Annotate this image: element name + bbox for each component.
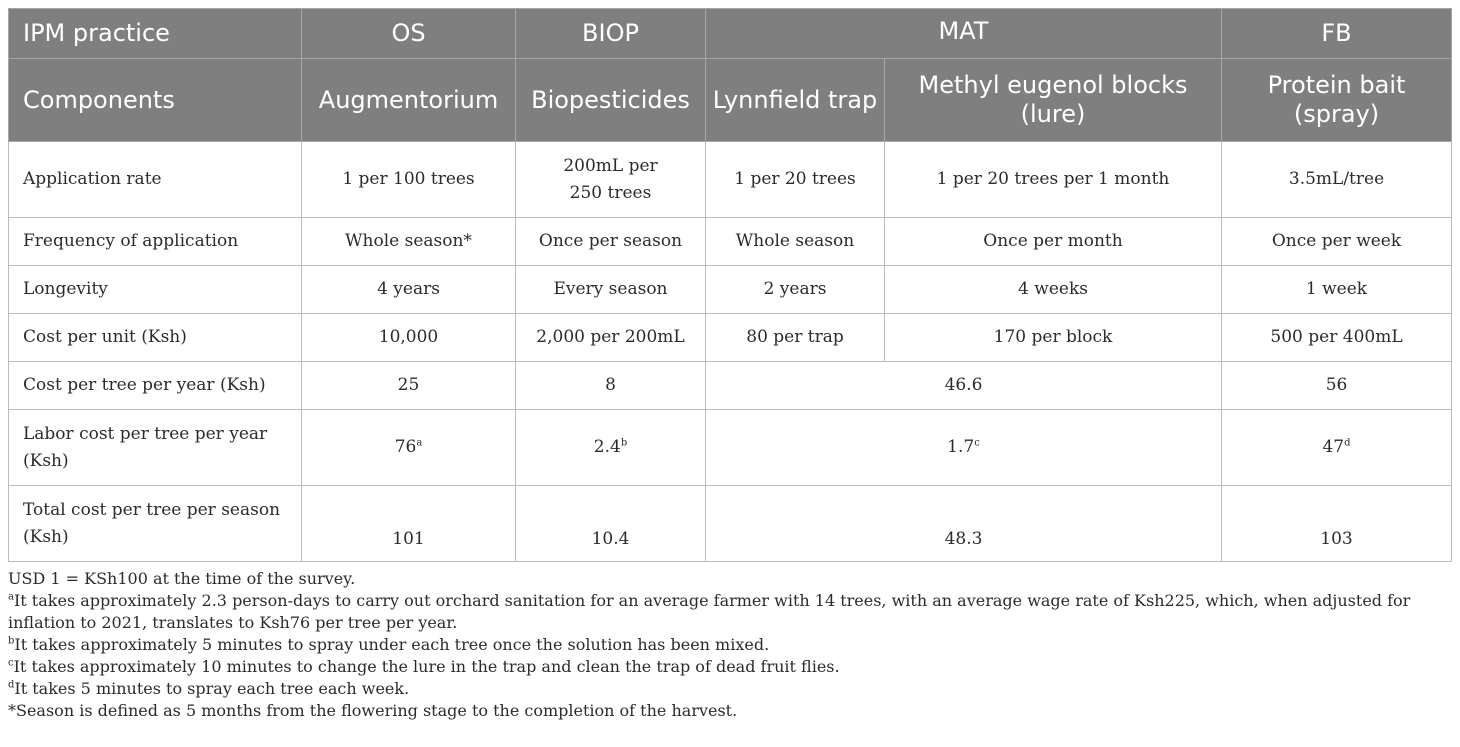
cell-biop: 2,000 per 200mL	[516, 314, 706, 362]
footnote-mark: d	[1344, 437, 1351, 449]
cell-fb: 500 per 400mL	[1222, 314, 1452, 362]
footnote-mark: c	[974, 437, 980, 449]
cell-os: 1 per 100 trees	[302, 142, 516, 218]
cell-biop: 200mL per 250 trees	[516, 142, 706, 218]
row-label: Application rate	[9, 142, 302, 218]
cell-mat	[706, 410, 1222, 486]
footnote-star: *Season is defined as 5 months from the flowering stage to the completion of the harvest.	[8, 701, 738, 720]
cell-fb	[1222, 410, 1452, 486]
header-augmentorium: Augmentorium	[302, 59, 516, 142]
footnote-mark: b	[620, 437, 628, 449]
cell-os: 25	[302, 362, 516, 410]
table-footnotes	[8, 568, 1451, 722]
cell-os: 10,000	[302, 314, 516, 362]
footnote-text: It takes 5 minutes to spray each tree each week.	[14, 679, 410, 698]
footnote-text: It takes approximately 2.3 person-days to carry out orchard sanitation for an average farmer with 14 trees, with an average wage rate of Ksh225, which, when adjusted for inflation to 2021, translates to Ksh76 per tree per year.	[8, 591, 1411, 632]
cell-biop: Every season	[516, 266, 706, 314]
cell-lynnfield: 2 years	[706, 266, 885, 314]
cell-os: Whole season*	[302, 218, 516, 266]
cell-mat: 48.3	[706, 486, 1222, 562]
table-row	[9, 362, 1452, 410]
footnote-usd: USD 1 = KSh100 at the time of the survey.	[8, 569, 356, 588]
row-label: Frequency of application	[9, 218, 302, 266]
row-label: Labor cost per tree per year (Ksh)	[9, 410, 302, 486]
cell-os: 101	[302, 486, 516, 562]
header-ipm-practice: IPM practice	[9, 9, 302, 59]
row-label: Cost per tree per year (Ksh)	[9, 362, 302, 410]
footnote-mark: b	[8, 635, 15, 647]
header-components: Components	[9, 59, 302, 142]
footnote-b	[8, 634, 1451, 656]
value: 76	[394, 437, 417, 457]
cell-fb: 3.5mL/tree	[1222, 142, 1452, 218]
cell-biop: 10.4	[516, 486, 706, 562]
cell-os	[302, 410, 516, 486]
table-row	[9, 486, 1452, 562]
footnote-mark: a	[416, 437, 423, 449]
table-row	[9, 142, 1452, 218]
cell-biop: Once per season	[516, 218, 706, 266]
table-row	[9, 266, 1452, 314]
value: 1.7	[947, 437, 975, 457]
table-row	[9, 410, 1452, 486]
footnote-mark: a	[8, 591, 14, 603]
footnote-d	[8, 678, 1451, 700]
footnote-c	[8, 656, 1451, 678]
cell-methyl: Once per month	[885, 218, 1222, 266]
cell-mat: 46.6	[706, 362, 1222, 410]
cell-fb: 1 week	[1222, 266, 1452, 314]
header-row-practice	[9, 9, 1452, 59]
cell-methyl: 170 per block	[885, 314, 1222, 362]
header-lynnfield-trap: Lynnfield trap	[706, 59, 885, 142]
footnote-text: It takes approximately 5 minutes to spray under each tree once the solution has been mixed.	[14, 635, 770, 654]
cell-fb: 56	[1222, 362, 1452, 410]
header-protein-bait: Protein bait (spray)	[1222, 59, 1452, 142]
footnote-a	[8, 590, 1451, 634]
cell-fb: 103	[1222, 486, 1452, 562]
row-label: Longevity	[9, 266, 302, 314]
header-os: OS	[302, 9, 516, 59]
cell-methyl: 1 per 20 trees per 1 month	[885, 142, 1222, 218]
footnote-mark: d	[8, 679, 15, 691]
cell-lynnfield: 80 per trap	[706, 314, 885, 362]
table-container	[8, 8, 1451, 722]
header-row-components	[9, 59, 1452, 142]
table-row	[9, 218, 1452, 266]
value: 2.4	[593, 437, 621, 457]
header-mat: MAT	[706, 9, 1222, 59]
header-biop: BIOP	[516, 9, 706, 59]
header-biopesticides: Biopesticides	[516, 59, 706, 142]
footnote-text: It takes approximately 10 minutes to change the lure in the trap and clean the trap of dead fruit flies.	[13, 657, 840, 676]
header-fb: FB	[1222, 9, 1452, 59]
table-row	[9, 314, 1452, 362]
row-label: Total cost per tree per season (Ksh)	[9, 486, 302, 562]
cell-os: 4 years	[302, 266, 516, 314]
footnote-mark: c	[8, 657, 14, 669]
row-label: Cost per unit (Ksh)	[9, 314, 302, 362]
cell-biop	[516, 410, 706, 486]
header-methyl-eugenol: Methyl eugenol blocks (lure)	[885, 59, 1222, 142]
cell-methyl: 4 weeks	[885, 266, 1222, 314]
cell-fb: Once per week	[1222, 218, 1452, 266]
cell-lynnfield: Whole season	[706, 218, 885, 266]
cell-lynnfield: 1 per 20 trees	[706, 142, 885, 218]
ipm-cost-table	[8, 8, 1452, 562]
value: 47	[1322, 437, 1345, 457]
cell-biop: 8	[516, 362, 706, 410]
